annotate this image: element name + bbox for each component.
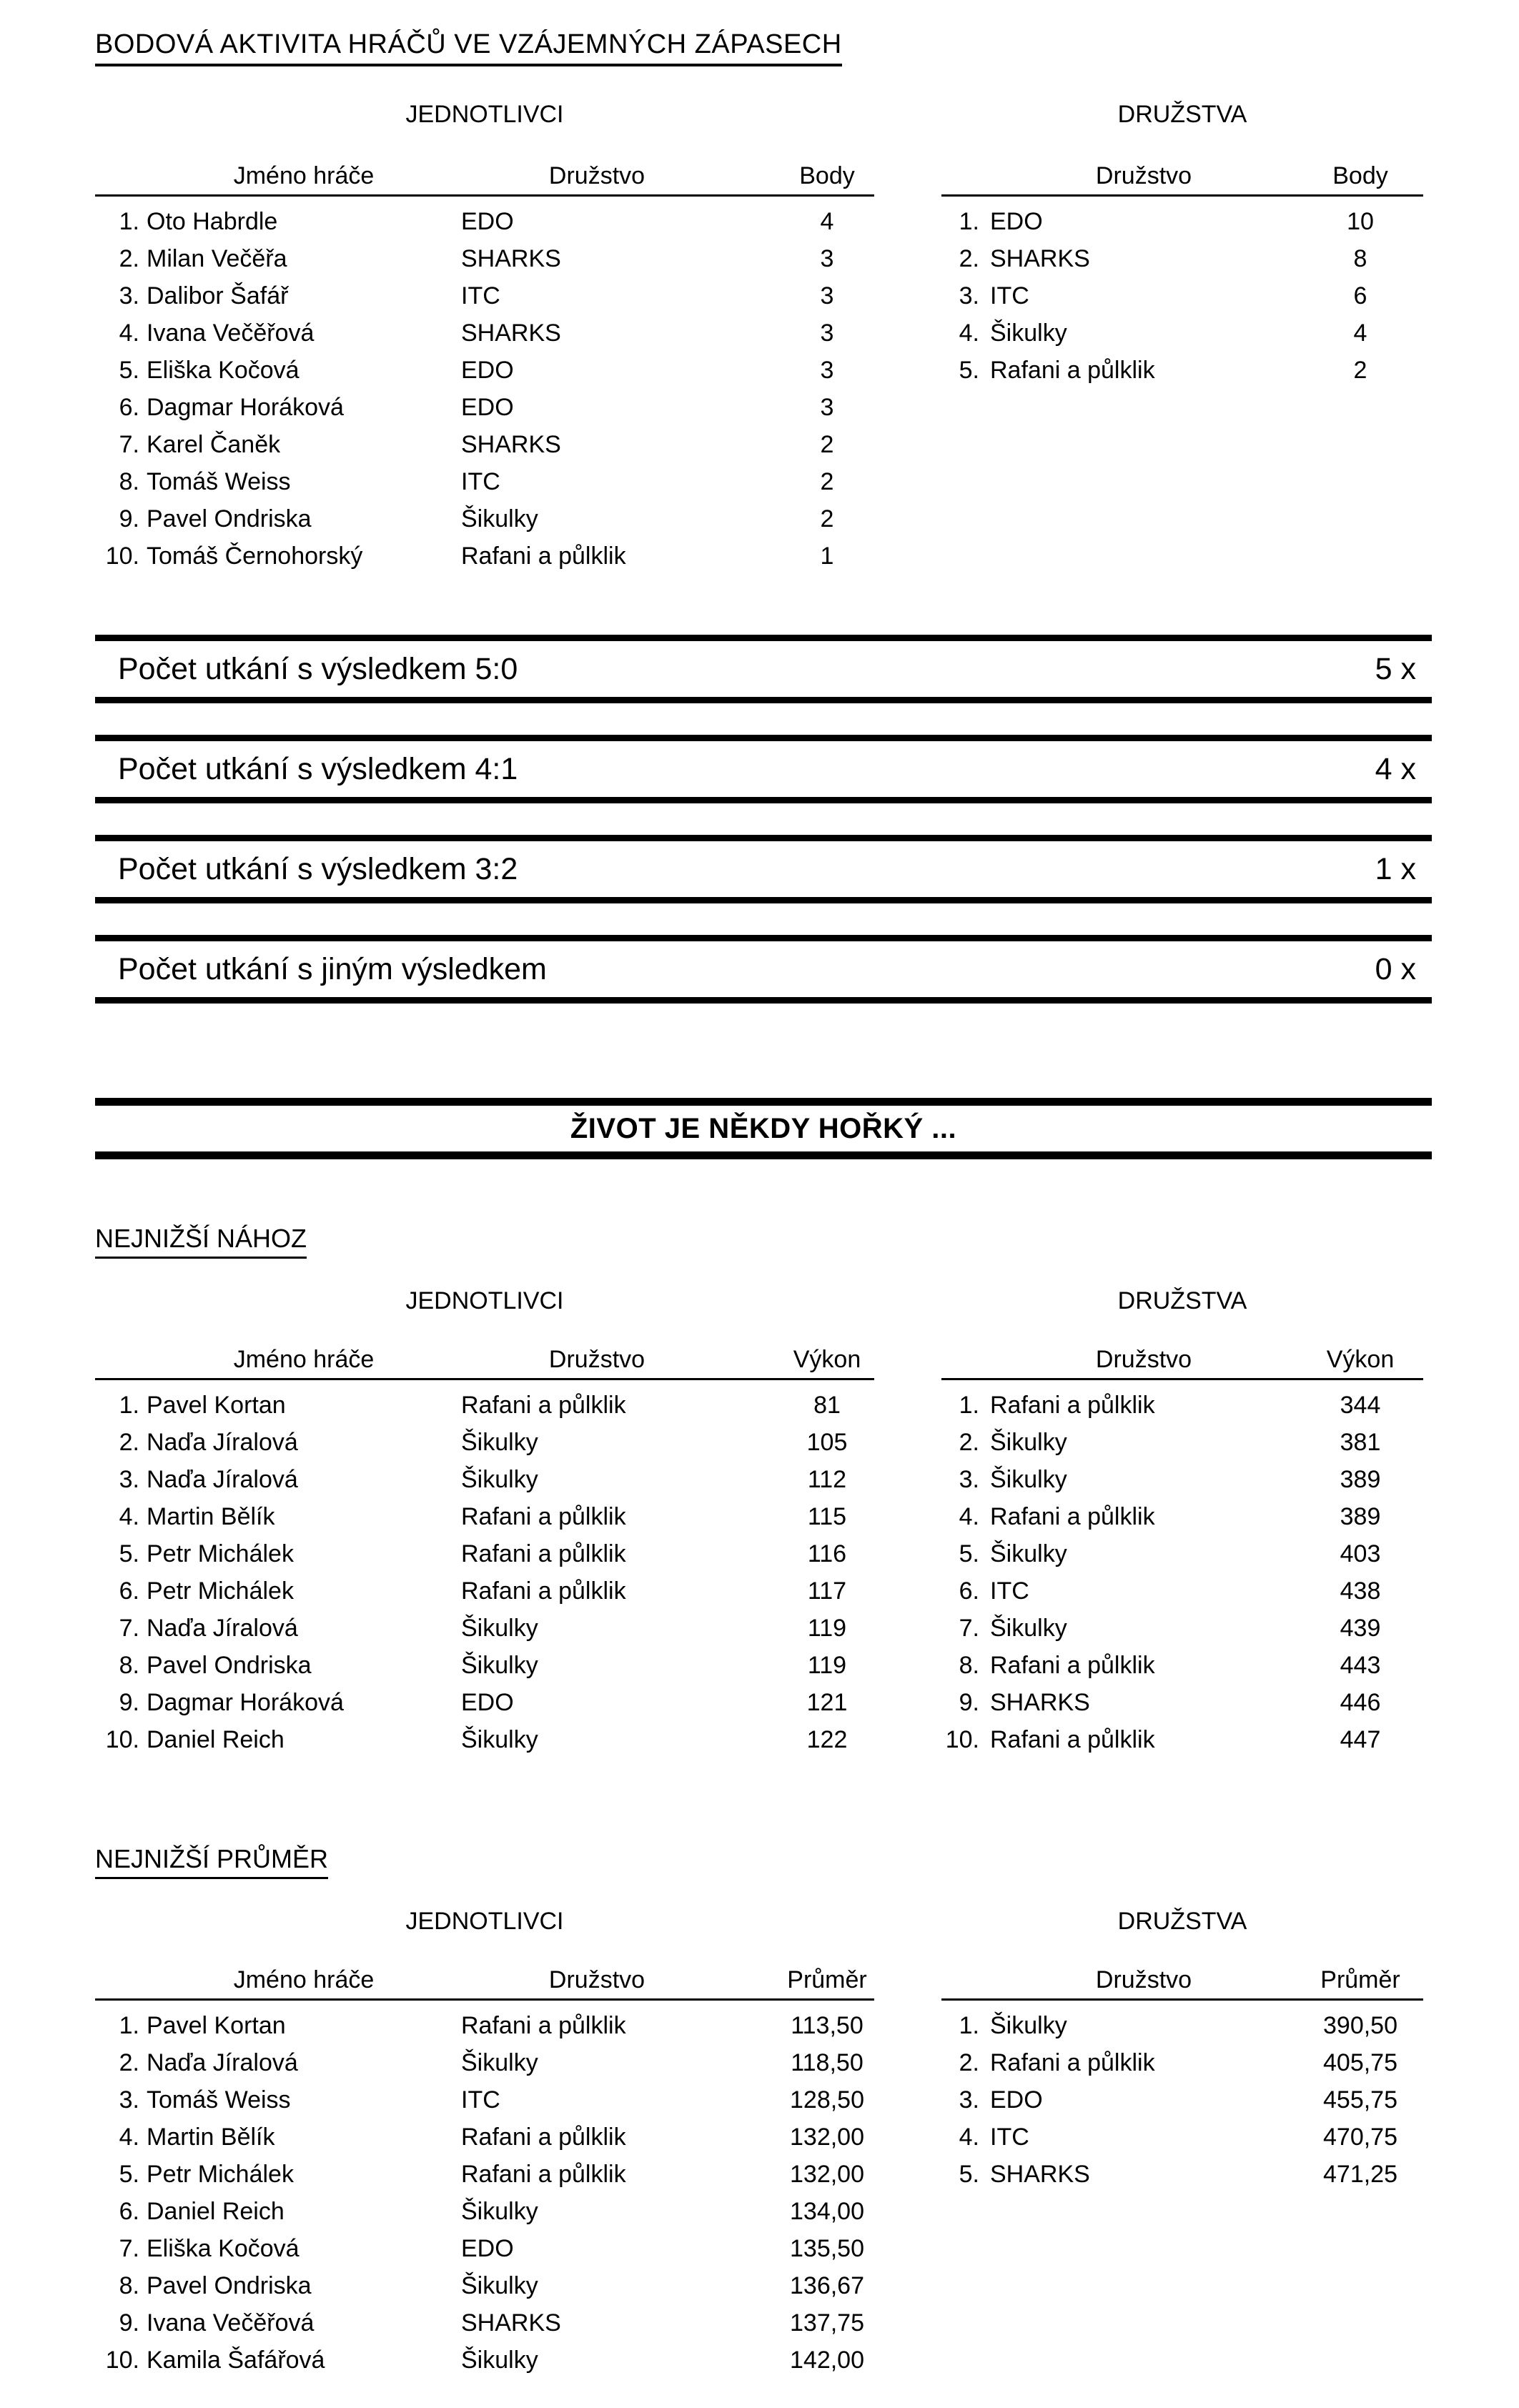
player-name: Eliška Kočová xyxy=(147,356,300,384)
table-row xyxy=(941,1647,1423,1684)
score-value: 122 xyxy=(806,1725,848,1753)
rank-number: 2. xyxy=(959,1428,979,1456)
player-name: Dalibor Šafář xyxy=(147,282,289,309)
team-name: Rafani a půlklik xyxy=(990,1725,1155,1753)
column-header-player: Jméno hráče xyxy=(233,162,375,189)
lowest-average-individuals-table xyxy=(95,1956,874,2379)
rank-number: 6. xyxy=(119,393,139,421)
rank-number: 4. xyxy=(119,1502,139,1530)
player-name: Pavel Ondriska xyxy=(147,505,312,532)
average-value: 113,50 xyxy=(791,2011,864,2039)
team-name: SHARKS xyxy=(461,430,561,458)
average-value: 135,50 xyxy=(790,2234,864,2262)
team-name: Šikulky xyxy=(461,2048,538,2076)
table-row xyxy=(95,277,874,314)
table-row xyxy=(941,203,1423,240)
match-count-value: 4 x xyxy=(1375,751,1416,786)
column-header-value: Body xyxy=(1332,162,1388,189)
rank-number: 10. xyxy=(105,1725,139,1753)
table-row xyxy=(941,2156,1423,2193)
section-individuals-heading: JEDNOTLIVCI xyxy=(405,101,564,128)
rank-number: 6. xyxy=(119,1577,139,1605)
table-row xyxy=(95,2304,874,2342)
score-value: 117 xyxy=(807,1577,847,1605)
points-value: 2 xyxy=(1353,356,1367,384)
table-row xyxy=(95,2081,874,2119)
table-row xyxy=(941,1572,1423,1610)
team-name: Rafani a půlklik xyxy=(461,2011,626,2039)
score-value: 439 xyxy=(1340,1614,1381,1642)
table-row xyxy=(941,277,1423,314)
average-value: 471,25 xyxy=(1323,2160,1397,2188)
section-individuals-heading: JEDNOTLIVCI xyxy=(405,1287,564,1314)
table-body xyxy=(941,1387,1423,1758)
points-value: 2 xyxy=(820,467,834,495)
rank-number: 4. xyxy=(959,319,979,347)
table-row xyxy=(941,2081,1423,2119)
rank-number: 8. xyxy=(119,2271,139,2299)
rank-number: 1. xyxy=(959,2011,979,2039)
team-name: Šikulky xyxy=(990,1465,1067,1493)
lowest-game-teams-table xyxy=(941,1335,1423,1758)
match-count-row xyxy=(95,835,1432,903)
match-count-row xyxy=(95,735,1432,803)
table-row xyxy=(95,1424,874,1461)
score-value: 121 xyxy=(806,1688,848,1716)
table-row xyxy=(95,500,874,537)
score-value: 403 xyxy=(1340,1540,1381,1567)
points-value: 2 xyxy=(820,430,834,458)
average-value: 136,67 xyxy=(790,2271,864,2299)
average-value: 118,50 xyxy=(791,2048,864,2076)
player-name: Ivana Večěřová xyxy=(147,319,315,347)
average-value: 132,00 xyxy=(790,2160,864,2188)
table-row xyxy=(941,1610,1423,1647)
rank-number: 5. xyxy=(959,356,979,384)
rank-number: 9. xyxy=(119,505,139,532)
table-row xyxy=(95,537,874,575)
team-name: Šikulky xyxy=(461,1465,538,1493)
section-heading-lowest-average: NEJNIŽŠÍ PRŮMĚR xyxy=(95,1844,328,1879)
rank-number: 2. xyxy=(959,2048,979,2076)
table-row xyxy=(95,2230,874,2267)
points-individuals-table xyxy=(95,152,874,575)
match-count-label: Počet utkání s výsledkem 3:2 xyxy=(118,851,518,886)
team-name: ITC xyxy=(461,282,500,309)
document-title: BODOVÁ AKTIVITA HRÁČŮ VE VZÁJEMNÝCH ZÁPASECH xyxy=(95,29,842,66)
team-name: ITC xyxy=(461,2086,500,2114)
points-value: 6 xyxy=(1353,282,1367,309)
rank-number: 4. xyxy=(119,319,139,347)
match-count-label: Počet utkání s jiným výsledkem xyxy=(118,951,547,986)
rank-number: 3. xyxy=(119,2086,139,2114)
rank-number: 7. xyxy=(119,430,139,458)
rank-number: 10. xyxy=(105,542,139,570)
team-name: Šikulky xyxy=(990,1540,1067,1567)
score-value: 446 xyxy=(1340,1688,1381,1716)
section-teams-heading: DRUŽSTVA xyxy=(1117,1287,1247,1314)
banner-title: ŽIVOT JE NĚKDY HOŘKÝ ... xyxy=(95,1098,1432,1159)
rank-number: 8. xyxy=(119,1651,139,1679)
table-header-row xyxy=(941,1956,1423,2001)
player-name: Kamila Šafářová xyxy=(147,2346,325,2374)
team-name: Rafani a půlklik xyxy=(990,356,1155,384)
team-name: Šikulky xyxy=(461,2271,538,2299)
points-value: 3 xyxy=(820,244,834,272)
team-name: Rafani a půlklik xyxy=(461,542,626,570)
table-header-row xyxy=(95,1956,874,2001)
player-name: Ivana Večěřová xyxy=(147,2309,315,2337)
player-name: Daniel Reich xyxy=(147,2197,284,2225)
team-name: Šikulky xyxy=(990,1614,1067,1642)
rank-number: 2. xyxy=(119,244,139,272)
score-value: 389 xyxy=(1340,1465,1381,1493)
average-value: 405,75 xyxy=(1323,2048,1397,2076)
table-body xyxy=(95,1387,874,1758)
player-name: Martin Bělík xyxy=(147,1502,275,1530)
player-name: Naďa Jíralová xyxy=(147,2048,298,2076)
team-name: Šikulky xyxy=(461,1651,538,1679)
score-value: 443 xyxy=(1340,1651,1381,1679)
column-header-player: Jméno hráče xyxy=(233,1346,375,1373)
rank-number: 5. xyxy=(959,2160,979,2188)
table-header-row xyxy=(941,152,1423,197)
team-name: SHARKS xyxy=(461,319,561,347)
table-row xyxy=(941,2119,1423,2156)
team-name: Rafani a půlklik xyxy=(461,1540,626,1567)
average-value: 128,50 xyxy=(790,2086,864,2114)
table-row xyxy=(941,1461,1423,1498)
table-row xyxy=(95,389,874,426)
team-name: Šikulky xyxy=(461,505,538,532)
rank-number: 4. xyxy=(119,2123,139,2151)
table-row xyxy=(95,2156,874,2193)
team-name: ITC xyxy=(990,2123,1029,2151)
points-value: 8 xyxy=(1353,244,1367,272)
column-header-team: Družstvo xyxy=(1095,1346,1192,1373)
team-name: SHARKS xyxy=(990,1688,1090,1716)
table-row xyxy=(95,1572,874,1610)
table-row xyxy=(95,463,874,500)
points-value: 10 xyxy=(1347,207,1374,235)
rank-number: 4. xyxy=(959,1502,979,1530)
points-value: 3 xyxy=(820,319,834,347)
rank-number: 10. xyxy=(105,2346,139,2374)
player-name: Pavel Kortan xyxy=(147,1391,286,1419)
average-value: 455,75 xyxy=(1323,2086,1397,2114)
points-teams-table xyxy=(941,152,1423,389)
score-value: 112 xyxy=(807,1465,847,1493)
rank-number: 1. xyxy=(119,207,139,235)
player-name: Petr Michálek xyxy=(147,2160,294,2188)
player-name: Petr Michálek xyxy=(147,1540,294,1567)
rank-number: 2. xyxy=(119,2048,139,2076)
column-header-team: Družstvo xyxy=(1095,1966,1192,1993)
column-header-player: Jméno hráče xyxy=(233,1966,375,1993)
player-name: Eliška Kočová xyxy=(147,2234,300,2262)
match-count-label: Počet utkání s výsledkem 5:0 xyxy=(118,651,518,686)
table-row xyxy=(95,2007,874,2044)
player-name: Milan Večěřa xyxy=(147,244,287,272)
player-name: Petr Michálek xyxy=(147,1577,294,1605)
player-name: Naďa Jíralová xyxy=(147,1614,298,1642)
column-header-value: Průměr xyxy=(787,1966,867,1993)
column-header-value: Výkon xyxy=(793,1346,861,1373)
rank-number: 7. xyxy=(119,2234,139,2262)
points-value: 4 xyxy=(820,207,834,235)
points-value: 3 xyxy=(820,393,834,421)
team-name: Šikulky xyxy=(990,319,1067,347)
score-value: 119 xyxy=(807,1614,847,1642)
average-value: 390,50 xyxy=(1323,2011,1397,2039)
team-name: Šikulky xyxy=(461,2346,538,2374)
table-row xyxy=(95,2342,874,2379)
rank-number: 2. xyxy=(959,244,979,272)
player-name: Pavel Kortan xyxy=(147,2011,286,2039)
points-value: 4 xyxy=(1353,319,1367,347)
match-count-list xyxy=(95,635,1432,1004)
points-value: 3 xyxy=(820,282,834,309)
match-count-label: Počet utkání s výsledkem 4:1 xyxy=(118,751,518,786)
rank-number: 1. xyxy=(119,1391,139,1419)
team-name: Rafani a půlklik xyxy=(990,2048,1155,2076)
score-value: 344 xyxy=(1340,1391,1381,1419)
rank-number: 9. xyxy=(119,2309,139,2337)
table-row xyxy=(95,2044,874,2081)
team-name: EDO xyxy=(990,2086,1043,2114)
average-value: 470,75 xyxy=(1323,2123,1397,2151)
team-name: ITC xyxy=(990,282,1029,309)
rank-number: 8. xyxy=(119,467,139,495)
rank-number: 3. xyxy=(119,1465,139,1493)
score-value: 381 xyxy=(1340,1428,1381,1456)
match-count-value: 1 x xyxy=(1375,851,1416,886)
points-value: 3 xyxy=(820,356,834,384)
table-row xyxy=(941,2044,1423,2081)
team-name: EDO xyxy=(461,393,514,421)
rank-number: 9. xyxy=(959,1688,979,1716)
table-header-row xyxy=(95,1335,874,1380)
team-name: ITC xyxy=(461,467,500,495)
column-header-team: Družstvo xyxy=(1095,162,1192,189)
table-row xyxy=(95,1610,874,1647)
table-row xyxy=(941,1387,1423,1424)
player-name: Pavel Ondriska xyxy=(147,1651,312,1679)
team-name: Rafani a půlklik xyxy=(461,2160,626,2188)
team-name: Rafani a půlklik xyxy=(990,1391,1155,1419)
player-name: Oto Habrdle xyxy=(147,207,278,235)
table-row xyxy=(95,2119,874,2156)
team-name: Rafani a půlklik xyxy=(461,1577,626,1605)
team-name: Rafani a půlklik xyxy=(461,2123,626,2151)
team-name: EDO xyxy=(461,2234,514,2262)
table-row xyxy=(941,2007,1423,2044)
table-header-row xyxy=(95,152,874,197)
table-row xyxy=(95,426,874,463)
table-row xyxy=(95,1647,874,1684)
column-header-value: Průměr xyxy=(1320,1966,1400,1993)
team-name: Rafani a půlklik xyxy=(990,1502,1155,1530)
table-row xyxy=(941,1424,1423,1461)
table-row xyxy=(95,352,874,389)
average-value: 137,75 xyxy=(790,2309,864,2337)
table-row xyxy=(95,203,874,240)
table-body xyxy=(941,203,1423,389)
lowest-game-individuals-table xyxy=(95,1335,874,1758)
team-name: Šikulky xyxy=(461,1725,538,1753)
rank-number: 1. xyxy=(959,1391,979,1419)
rank-number: 9. xyxy=(119,1688,139,1716)
table-row xyxy=(941,1498,1423,1535)
section-individuals-heading: JEDNOTLIVCI xyxy=(405,1908,564,1935)
table-row xyxy=(941,314,1423,352)
team-name: SHARKS xyxy=(461,244,561,272)
average-value: 142,00 xyxy=(790,2346,864,2374)
table-row xyxy=(941,1535,1423,1572)
player-name: Tomáš Weiss xyxy=(147,2086,291,2114)
rank-number: 2. xyxy=(119,1428,139,1456)
team-name: Šikulky xyxy=(461,2197,538,2225)
points-value: 2 xyxy=(820,505,834,532)
table-row xyxy=(95,2267,874,2304)
score-value: 116 xyxy=(807,1540,847,1567)
player-name: Dagmar Horáková xyxy=(147,393,344,421)
match-count-value: 0 x xyxy=(1375,951,1416,986)
player-name: Martin Bělík xyxy=(147,2123,275,2151)
table-body xyxy=(95,203,874,575)
team-name: EDO xyxy=(461,356,514,384)
table-row xyxy=(941,1721,1423,1758)
rank-number: 6. xyxy=(959,1577,979,1605)
rank-number: 5. xyxy=(119,356,139,384)
rank-number: 5. xyxy=(119,1540,139,1567)
section-teams-heading: DRUŽSTVA xyxy=(1117,101,1247,128)
column-header-team: Družstvo xyxy=(548,1346,645,1373)
table-header-row xyxy=(941,1335,1423,1380)
table-row xyxy=(941,240,1423,277)
rank-number: 5. xyxy=(119,2160,139,2188)
column-header-value: Výkon xyxy=(1326,1346,1395,1373)
table-row xyxy=(95,314,874,352)
player-name: Naďa Jíralová xyxy=(147,1428,298,1456)
lowest-average-teams-table xyxy=(941,1956,1423,2193)
rank-number: 7. xyxy=(959,1614,979,1642)
team-name: Rafani a půlklik xyxy=(990,1651,1155,1679)
table-body xyxy=(941,2007,1423,2193)
rank-number: 7. xyxy=(119,1614,139,1642)
player-name: Daniel Reich xyxy=(147,1725,284,1753)
section-teams-heading: DRUŽSTVA xyxy=(1117,1908,1247,1935)
table-row xyxy=(941,1684,1423,1721)
score-value: 119 xyxy=(807,1651,847,1679)
team-name: Šikulky xyxy=(461,1614,538,1642)
match-count-row xyxy=(95,935,1432,1004)
team-name: EDO xyxy=(990,207,1043,235)
team-name: ITC xyxy=(990,1577,1029,1605)
team-name: Rafani a půlklik xyxy=(461,1391,626,1419)
team-name: SHARKS xyxy=(990,244,1090,272)
team-name: SHARKS xyxy=(461,2309,561,2337)
table-row xyxy=(95,2193,874,2230)
player-name: Naďa Jíralová xyxy=(147,1465,298,1493)
table-row xyxy=(95,240,874,277)
table-row xyxy=(95,1387,874,1424)
rank-number: 3. xyxy=(959,282,979,309)
match-count-row xyxy=(95,635,1432,703)
rank-number: 3. xyxy=(959,2086,979,2114)
table-row xyxy=(95,1535,874,1572)
points-value: 1 xyxy=(820,542,834,570)
column-header-team: Družstvo xyxy=(548,1966,645,1993)
rank-number: 10. xyxy=(945,1725,979,1753)
table-row xyxy=(941,352,1423,389)
team-name: Šikulky xyxy=(461,1428,538,1456)
score-value: 389 xyxy=(1340,1502,1381,1530)
section-heading-lowest-game: NEJNIŽŠÍ NÁHOZ xyxy=(95,1224,307,1259)
rank-number: 5. xyxy=(959,1540,979,1567)
player-name: Tomáš Weiss xyxy=(147,467,291,495)
score-value: 105 xyxy=(806,1428,848,1456)
rank-number: 3. xyxy=(959,1465,979,1493)
team-name: Šikulky xyxy=(990,1428,1067,1456)
rank-number: 1. xyxy=(119,2011,139,2039)
column-header-value: Body xyxy=(799,162,855,189)
player-name: Dagmar Horáková xyxy=(147,1688,344,1716)
score-value: 115 xyxy=(807,1502,847,1530)
table-body xyxy=(95,2007,874,2379)
team-name: EDO xyxy=(461,1688,514,1716)
rank-number: 6. xyxy=(119,2197,139,2225)
score-value: 447 xyxy=(1340,1725,1381,1753)
average-value: 134,00 xyxy=(790,2197,864,2225)
rank-number: 1. xyxy=(959,207,979,235)
table-row xyxy=(95,1498,874,1535)
rank-number: 8. xyxy=(959,1651,979,1679)
team-name: Šikulky xyxy=(990,2011,1067,2039)
table-row xyxy=(95,1721,874,1758)
player-name: Tomáš Černohorský xyxy=(147,542,363,570)
table-row xyxy=(95,1461,874,1498)
rank-number: 3. xyxy=(119,282,139,309)
team-name: EDO xyxy=(461,207,514,235)
column-header-team: Družstvo xyxy=(548,162,645,189)
score-value: 81 xyxy=(813,1391,841,1419)
team-name: SHARKS xyxy=(990,2160,1090,2188)
rank-number: 4. xyxy=(959,2123,979,2151)
team-name: Rafani a půlklik xyxy=(461,1502,626,1530)
table-row xyxy=(95,1684,874,1721)
player-name: Pavel Ondriska xyxy=(147,2271,312,2299)
score-value: 438 xyxy=(1340,1577,1381,1605)
match-count-value: 5 x xyxy=(1375,651,1416,686)
player-name: Karel Čaněk xyxy=(147,430,281,458)
average-value: 132,00 xyxy=(790,2123,864,2151)
